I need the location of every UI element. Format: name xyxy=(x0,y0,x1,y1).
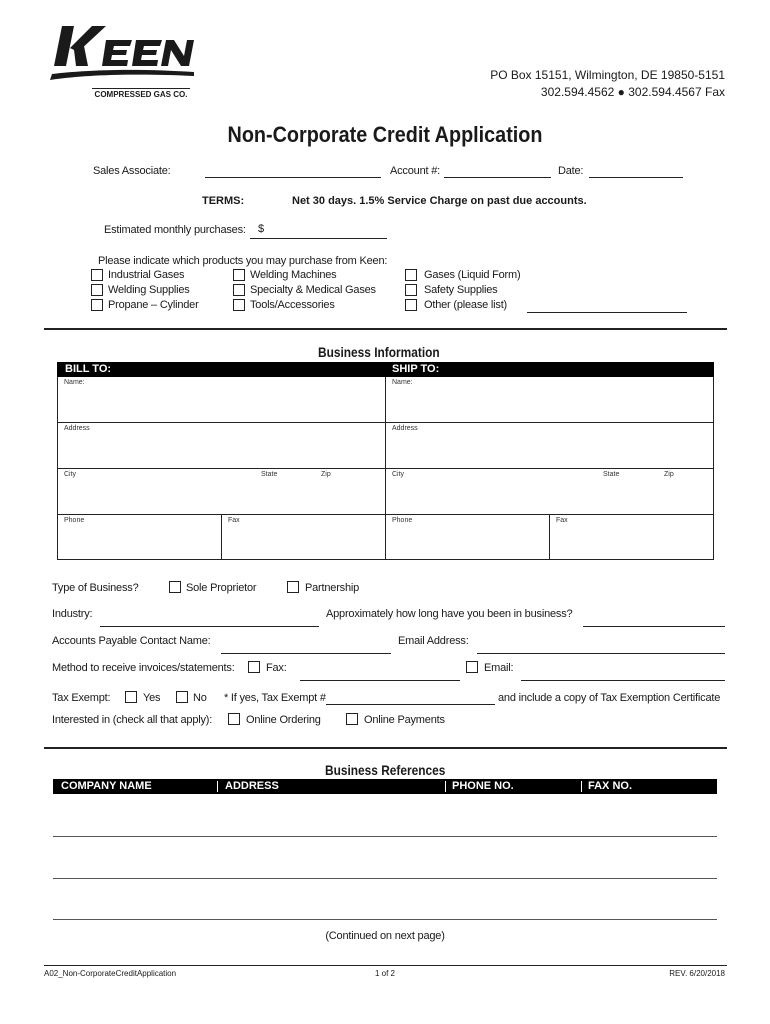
interested-label: Interested in (check all that apply): xyxy=(52,714,213,726)
product-checkbox-industrial-gases[interactable] xyxy=(91,269,103,281)
bill-phone-cell[interactable] xyxy=(57,515,222,560)
tax-exempt-no-label: No xyxy=(193,692,207,704)
product-checkbox-specialty-gases[interactable] xyxy=(233,284,245,296)
field-label: City xyxy=(64,471,77,478)
field-label: City xyxy=(392,471,405,478)
column-divider xyxy=(445,781,446,792)
reference-row-3[interactable] xyxy=(53,919,717,920)
ship-address-cell[interactable] xyxy=(385,423,714,469)
reference-row-2[interactable] xyxy=(53,878,717,879)
field-label: State xyxy=(603,471,620,478)
bill-city-cell[interactable] xyxy=(57,469,386,515)
online-ordering-label: Online Ordering xyxy=(246,714,321,726)
product-label: Industrial Gases xyxy=(108,269,185,281)
field-label: Address xyxy=(392,425,418,432)
company-logo xyxy=(44,22,209,100)
online-payments-label: Online Payments xyxy=(364,714,445,726)
email-method-field[interactable] xyxy=(521,680,725,681)
column-header: PHONE NO. xyxy=(452,780,514,792)
tax-exempt-label: Tax Exempt: xyxy=(52,692,111,704)
column-header: ADDRESS xyxy=(225,780,279,792)
product-label: Propane – Cylinder xyxy=(108,299,199,311)
tax-exempt-yes-checkbox[interactable] xyxy=(125,691,137,703)
terms-label: TERMS: xyxy=(202,195,245,207)
field-label: State xyxy=(261,471,278,478)
field-label: Zip xyxy=(321,471,331,478)
product-checkbox-safety-supplies[interactable] xyxy=(405,284,417,296)
section-divider xyxy=(44,747,727,749)
partnership-label: Partnership xyxy=(305,582,360,594)
footer-rule xyxy=(44,965,727,966)
date-label: Date: xyxy=(558,165,584,177)
ship-city-cell[interactable] xyxy=(385,469,714,515)
partnership-checkbox[interactable] xyxy=(287,581,299,593)
product-checkbox-propane[interactable] xyxy=(91,299,103,311)
online-payments-checkbox[interactable] xyxy=(346,713,358,725)
email-method-checkbox[interactable] xyxy=(466,661,478,673)
email-method-label: Email: xyxy=(484,662,514,674)
field-label: Phone xyxy=(392,517,413,524)
product-checkbox-tools[interactable] xyxy=(233,299,245,311)
sole-proprietor-label: Sole Proprietor xyxy=(186,582,257,594)
bill-address-cell[interactable] xyxy=(57,423,386,469)
sales-associate-label: Sales Associate: xyxy=(93,165,171,177)
footer-rev: REV. 6/20/2018 xyxy=(669,969,725,978)
field-label: Zip xyxy=(664,471,674,478)
ship-name-cell[interactable] xyxy=(385,377,714,423)
est-purchases-field[interactable] xyxy=(250,238,387,239)
products-prompt: Please indicate which products you may purchase from Keen: xyxy=(98,255,388,267)
logo-tagline: COMPRESSED GAS CO. xyxy=(92,88,190,99)
method-label: Method to receive invoices/statements: xyxy=(52,662,235,674)
industry-label: Industry: xyxy=(52,608,93,620)
email-address-field[interactable] xyxy=(477,653,725,654)
industry-field[interactable] xyxy=(100,626,319,627)
field-label: Name: xyxy=(392,379,413,386)
column-header: FAX NO. xyxy=(588,780,633,792)
account-field[interactable] xyxy=(444,177,551,178)
business-references-title: Business References xyxy=(325,762,446,778)
field-label: Phone xyxy=(64,517,85,524)
reference-row-1[interactable] xyxy=(53,836,717,837)
column-divider xyxy=(581,781,582,792)
product-label: Tools/Accessories xyxy=(250,299,335,311)
fax-method-checkbox[interactable] xyxy=(248,661,260,673)
business-info-title: Business Information xyxy=(318,344,440,360)
field-label: Fax xyxy=(228,517,240,524)
product-label: Safety Supplies xyxy=(424,284,498,296)
tax-exempt-number-field[interactable] xyxy=(326,704,495,705)
tax-exempt-number-label: * If yes, Tax Exempt # xyxy=(224,692,326,704)
tax-exempt-yes-label: Yes xyxy=(143,692,161,704)
field-label: Name: xyxy=(64,379,85,386)
product-label: Gases (Liquid Form) xyxy=(424,269,521,281)
type-of-business-label: Type of Business? xyxy=(52,582,139,594)
dollar-sign: $ xyxy=(258,223,264,235)
bill-name-cell[interactable] xyxy=(57,377,386,423)
ap-contact-field[interactable] xyxy=(221,653,391,654)
tax-exempt-note: and include a copy of Tax Exemption Certificate xyxy=(498,692,721,704)
references-header-bar xyxy=(53,779,717,794)
account-label: Account #: xyxy=(390,165,440,177)
ship-fax-cell[interactable] xyxy=(549,515,714,560)
company-address: PO Box 15151, Wilmington, DE 19850-5151 xyxy=(490,68,725,82)
product-checkbox-welding-supplies[interactable] xyxy=(91,284,103,296)
page-title: Non-Corporate Credit Application xyxy=(227,122,543,147)
ap-contact-label: Accounts Payable Contact Name: xyxy=(52,635,211,647)
field-label: Address xyxy=(64,425,90,432)
ship-to-label: SHIP TO: xyxy=(392,363,440,375)
product-checkbox-other[interactable] xyxy=(405,299,417,311)
company-phones: 302.594.4562 ● 302.594.4567 Fax xyxy=(540,85,725,99)
product-label: Other (please list) xyxy=(424,299,508,311)
product-checkbox-liquid-gases[interactable] xyxy=(405,269,417,281)
footer-page: 1 of 2 xyxy=(374,969,395,978)
product-checkbox-welding-machines[interactable] xyxy=(233,269,245,281)
sole-proprietor-checkbox[interactable] xyxy=(169,581,181,593)
online-ordering-checkbox[interactable] xyxy=(228,713,240,725)
fax-method-label: Fax: xyxy=(266,662,287,674)
column-divider xyxy=(217,781,218,792)
how-long-field[interactable] xyxy=(583,626,725,627)
product-label: Welding Supplies xyxy=(108,284,190,296)
bill-fax-cell[interactable] xyxy=(221,515,386,560)
fax-method-field[interactable] xyxy=(300,680,460,681)
product-label: Specialty & Medical Gases xyxy=(250,284,376,296)
product-label: Welding Machines xyxy=(250,269,337,281)
sales-associate-field[interactable] xyxy=(205,177,381,178)
field-label: Fax xyxy=(556,517,568,524)
ship-phone-cell[interactable] xyxy=(385,515,550,560)
how-long-label: Approximately how long have you been in business? xyxy=(326,608,573,620)
terms-value: Net 30 days. 1.5% Service Charge on past due accounts. xyxy=(292,195,587,207)
email-address-label: Email Address: xyxy=(398,635,469,647)
bill-to-label: BILL TO: xyxy=(65,363,112,375)
tax-exempt-no-checkbox[interactable] xyxy=(176,691,188,703)
continued-note: (Continued on next page) xyxy=(325,930,445,942)
footer-doc-id: A02_Non-CorporateCreditApplication xyxy=(44,969,177,978)
column-header: COMPANY NAME xyxy=(61,780,152,792)
bill-ship-header-bar xyxy=(57,362,714,377)
date-field[interactable] xyxy=(589,177,683,178)
est-purchases-label: Estimated monthly purchases: xyxy=(104,224,246,236)
other-products-field[interactable] xyxy=(527,312,687,313)
section-divider xyxy=(44,328,727,330)
